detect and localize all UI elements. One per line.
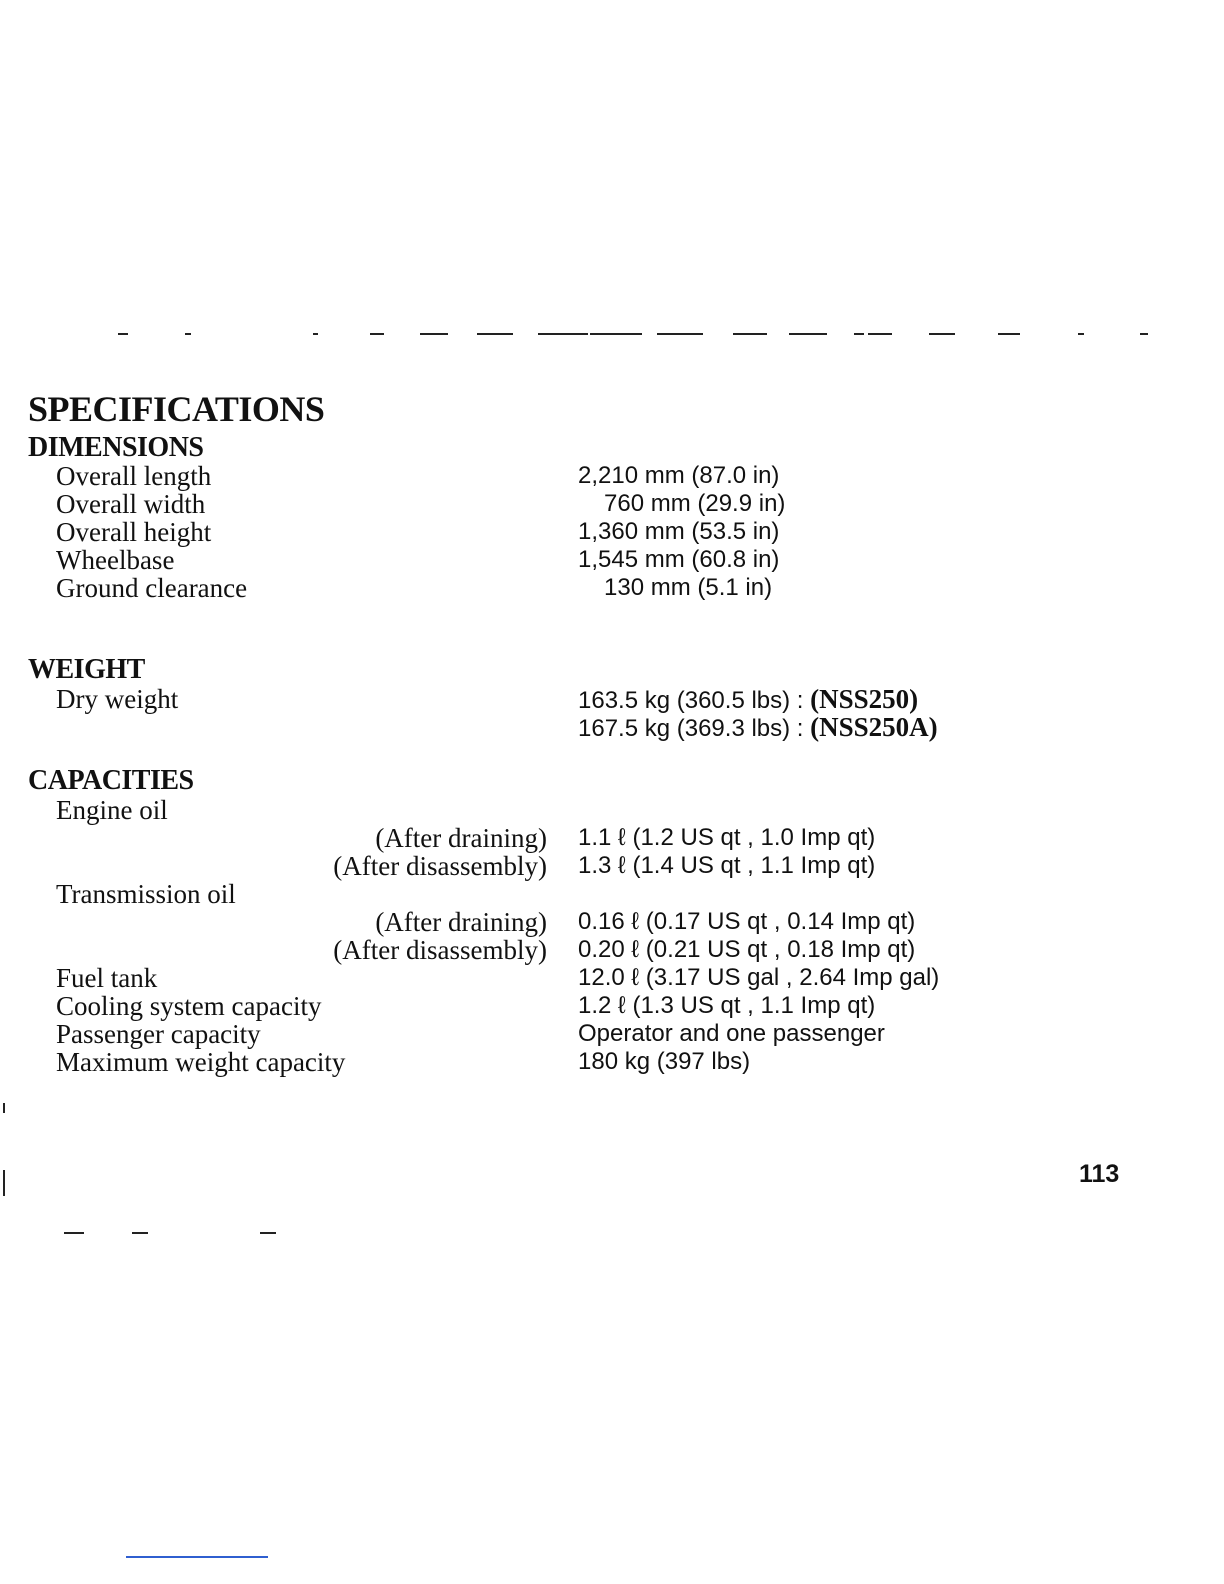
capacities-heading: CAPACITIES xyxy=(28,765,194,796)
top-rule-dash xyxy=(733,333,767,335)
wheelbase-value: 1,545 mm (60.8 in) xyxy=(578,546,780,573)
bottom-rule-dash xyxy=(64,1232,84,1234)
top-rule-dash xyxy=(185,333,191,335)
page-title: SPECIFICATIONS xyxy=(28,389,325,429)
cooling-system-capacity-value: 1.2 ℓ (1.3 US qt , 1.1 Imp qt) xyxy=(578,992,876,1019)
top-rule-dash xyxy=(1140,333,1148,335)
ground-clearance-value: 130 mm (5.1 in) xyxy=(604,574,773,601)
scan-artifact-mark xyxy=(3,1103,5,1113)
maximum-weight-capacity-label: Maximum weight capacity xyxy=(56,1047,346,1077)
fuel-tank-label: Fuel tank xyxy=(56,963,158,993)
dry-weight-value-nss250 xyxy=(578,685,918,715)
top-rule-dash xyxy=(854,333,864,335)
transmission-oil-after-draining-value: 0.16 ℓ (0.17 US qt , 0.14 Imp qt) xyxy=(578,908,916,935)
transmission-oil-label: Transmission oil xyxy=(56,879,236,909)
model-code: (NSS250) xyxy=(810,684,919,714)
top-rule-dash xyxy=(1078,333,1084,335)
overall-height-value: 1,360 mm (53.5 in) xyxy=(578,518,780,545)
overall-length-label: Overall length xyxy=(56,461,212,491)
top-rule-dash xyxy=(420,333,448,335)
overall-width-value: 760 mm (29.9 in) xyxy=(604,490,786,517)
dry-weight-amount: 163.5 kg (360.5 lbs) : xyxy=(578,687,804,714)
top-rule-dash xyxy=(657,333,703,335)
ground-clearance-label: Ground clearance xyxy=(56,573,248,603)
overall-height-label: Overall height xyxy=(56,517,212,547)
top-rule-dash xyxy=(477,333,513,335)
model-code: (NSS250A) xyxy=(810,712,938,742)
bottom-rule-dash xyxy=(132,1232,148,1234)
top-rule-dash xyxy=(590,333,642,335)
dry-weight-value-nss250a xyxy=(578,713,938,743)
engine-oil-after-disassembly-value: 1.3 ℓ (1.4 US qt , 1.1 Imp qt) xyxy=(578,852,876,879)
overall-length-value: 2,210 mm (87.0 in) xyxy=(578,462,780,489)
top-rule-dash xyxy=(118,333,128,335)
fuel-tank-value: 12.0 ℓ (3.17 US gal , 2.64 Imp gal) xyxy=(578,964,940,991)
footer-rule xyxy=(126,1556,268,1558)
scan-artifact-mark xyxy=(3,1170,5,1196)
cooling-system-capacity-label: Cooling system capacity xyxy=(56,991,322,1021)
engine-oil-after-draining-label: (After draining) xyxy=(375,823,547,853)
maximum-weight-capacity-value: 180 kg (397 lbs) xyxy=(578,1048,751,1075)
dimensions-heading: DIMENSIONS xyxy=(28,432,204,463)
dry-weight-label: Dry weight xyxy=(56,684,179,714)
overall-width-label: Overall width xyxy=(56,489,206,519)
passenger-capacity-value: Operator and one passenger xyxy=(578,1020,885,1047)
top-rule-dash xyxy=(789,333,827,335)
top-rule-dash xyxy=(929,333,955,335)
transmission-oil-after-disassembly-value: 0.20 ℓ (0.21 US qt , 0.18 Imp qt) xyxy=(578,936,916,963)
engine-oil-after-draining-value: 1.1 ℓ (1.2 US qt , 1.0 Imp qt) xyxy=(578,824,876,851)
engine-oil-after-disassembly-label: (After disassembly) xyxy=(333,851,547,881)
bottom-rule-dash xyxy=(260,1232,276,1234)
dry-weight-amount: 167.5 kg (369.3 lbs) : xyxy=(578,715,804,742)
transmission-oil-after-disassembly-label: (After disassembly) xyxy=(333,935,547,965)
engine-oil-label: Engine oil xyxy=(56,795,168,825)
wheelbase-label: Wheelbase xyxy=(56,545,175,575)
page-number: 113 xyxy=(1079,1160,1120,1188)
passenger-capacity-label: Passenger capacity xyxy=(56,1019,261,1049)
top-rule-dash xyxy=(313,333,318,335)
top-rule-dash xyxy=(998,333,1020,335)
transmission-oil-after-draining-label: (After draining) xyxy=(375,907,547,937)
top-rule-dash xyxy=(868,333,892,335)
top-rule-dash xyxy=(538,333,588,335)
top-rule-dash xyxy=(370,333,384,335)
weight-heading: WEIGHT xyxy=(28,654,145,685)
